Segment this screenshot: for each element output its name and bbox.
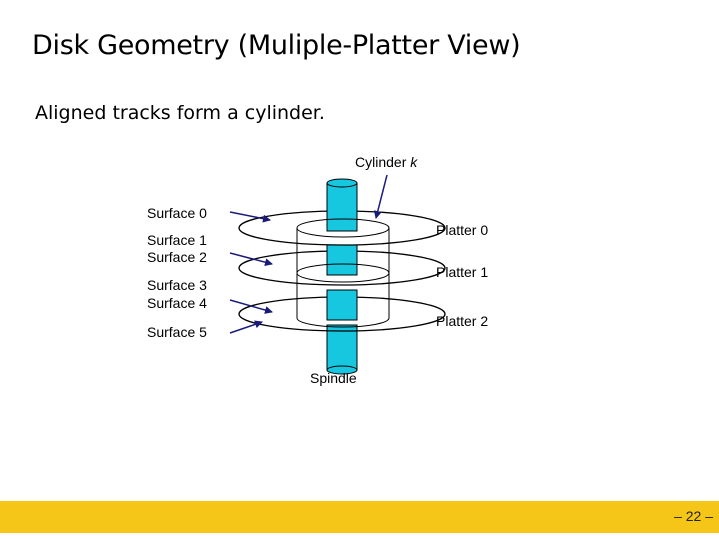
footer-bar xyxy=(0,501,719,533)
spindle-top-cap xyxy=(327,179,357,187)
platter-2-label: Platter 2 xyxy=(436,313,489,329)
surface-2-label: Surface 2 xyxy=(147,249,207,265)
surface-4-label: Surface 4 xyxy=(147,295,207,311)
surface-3-label: Surface 3 xyxy=(147,277,207,293)
surface-1-2-arrow xyxy=(230,253,272,264)
surface-3-4-arrow xyxy=(230,300,272,312)
slide-subtitle: Aligned tracks form a cylinder. xyxy=(35,102,325,124)
page-number: – 22 – xyxy=(674,508,713,524)
surface-1-label: Surface 1 xyxy=(147,232,207,248)
surface-5-label: Surface 5 xyxy=(147,324,207,340)
spindle-top-segment xyxy=(327,179,357,231)
spindle-lower-segment xyxy=(327,290,357,320)
spindle-bottom-segment xyxy=(327,325,357,370)
surface-0-label: Surface 0 xyxy=(147,205,207,221)
slide-title: Disk Geometry (Muliple-Platter View) xyxy=(32,30,521,61)
cylinder-label: Cylinder k xyxy=(355,154,418,170)
cylinder-arrow xyxy=(376,175,387,218)
surface-0-arrow xyxy=(230,212,270,220)
spindle-label: Spindle xyxy=(310,370,357,386)
platter-1-label: Platter 1 xyxy=(436,264,489,280)
surface-5-arrow xyxy=(230,322,262,333)
spindle xyxy=(327,325,357,374)
spindle-middle-segment xyxy=(327,245,357,275)
platter-0-label: Platter 0 xyxy=(436,222,489,238)
